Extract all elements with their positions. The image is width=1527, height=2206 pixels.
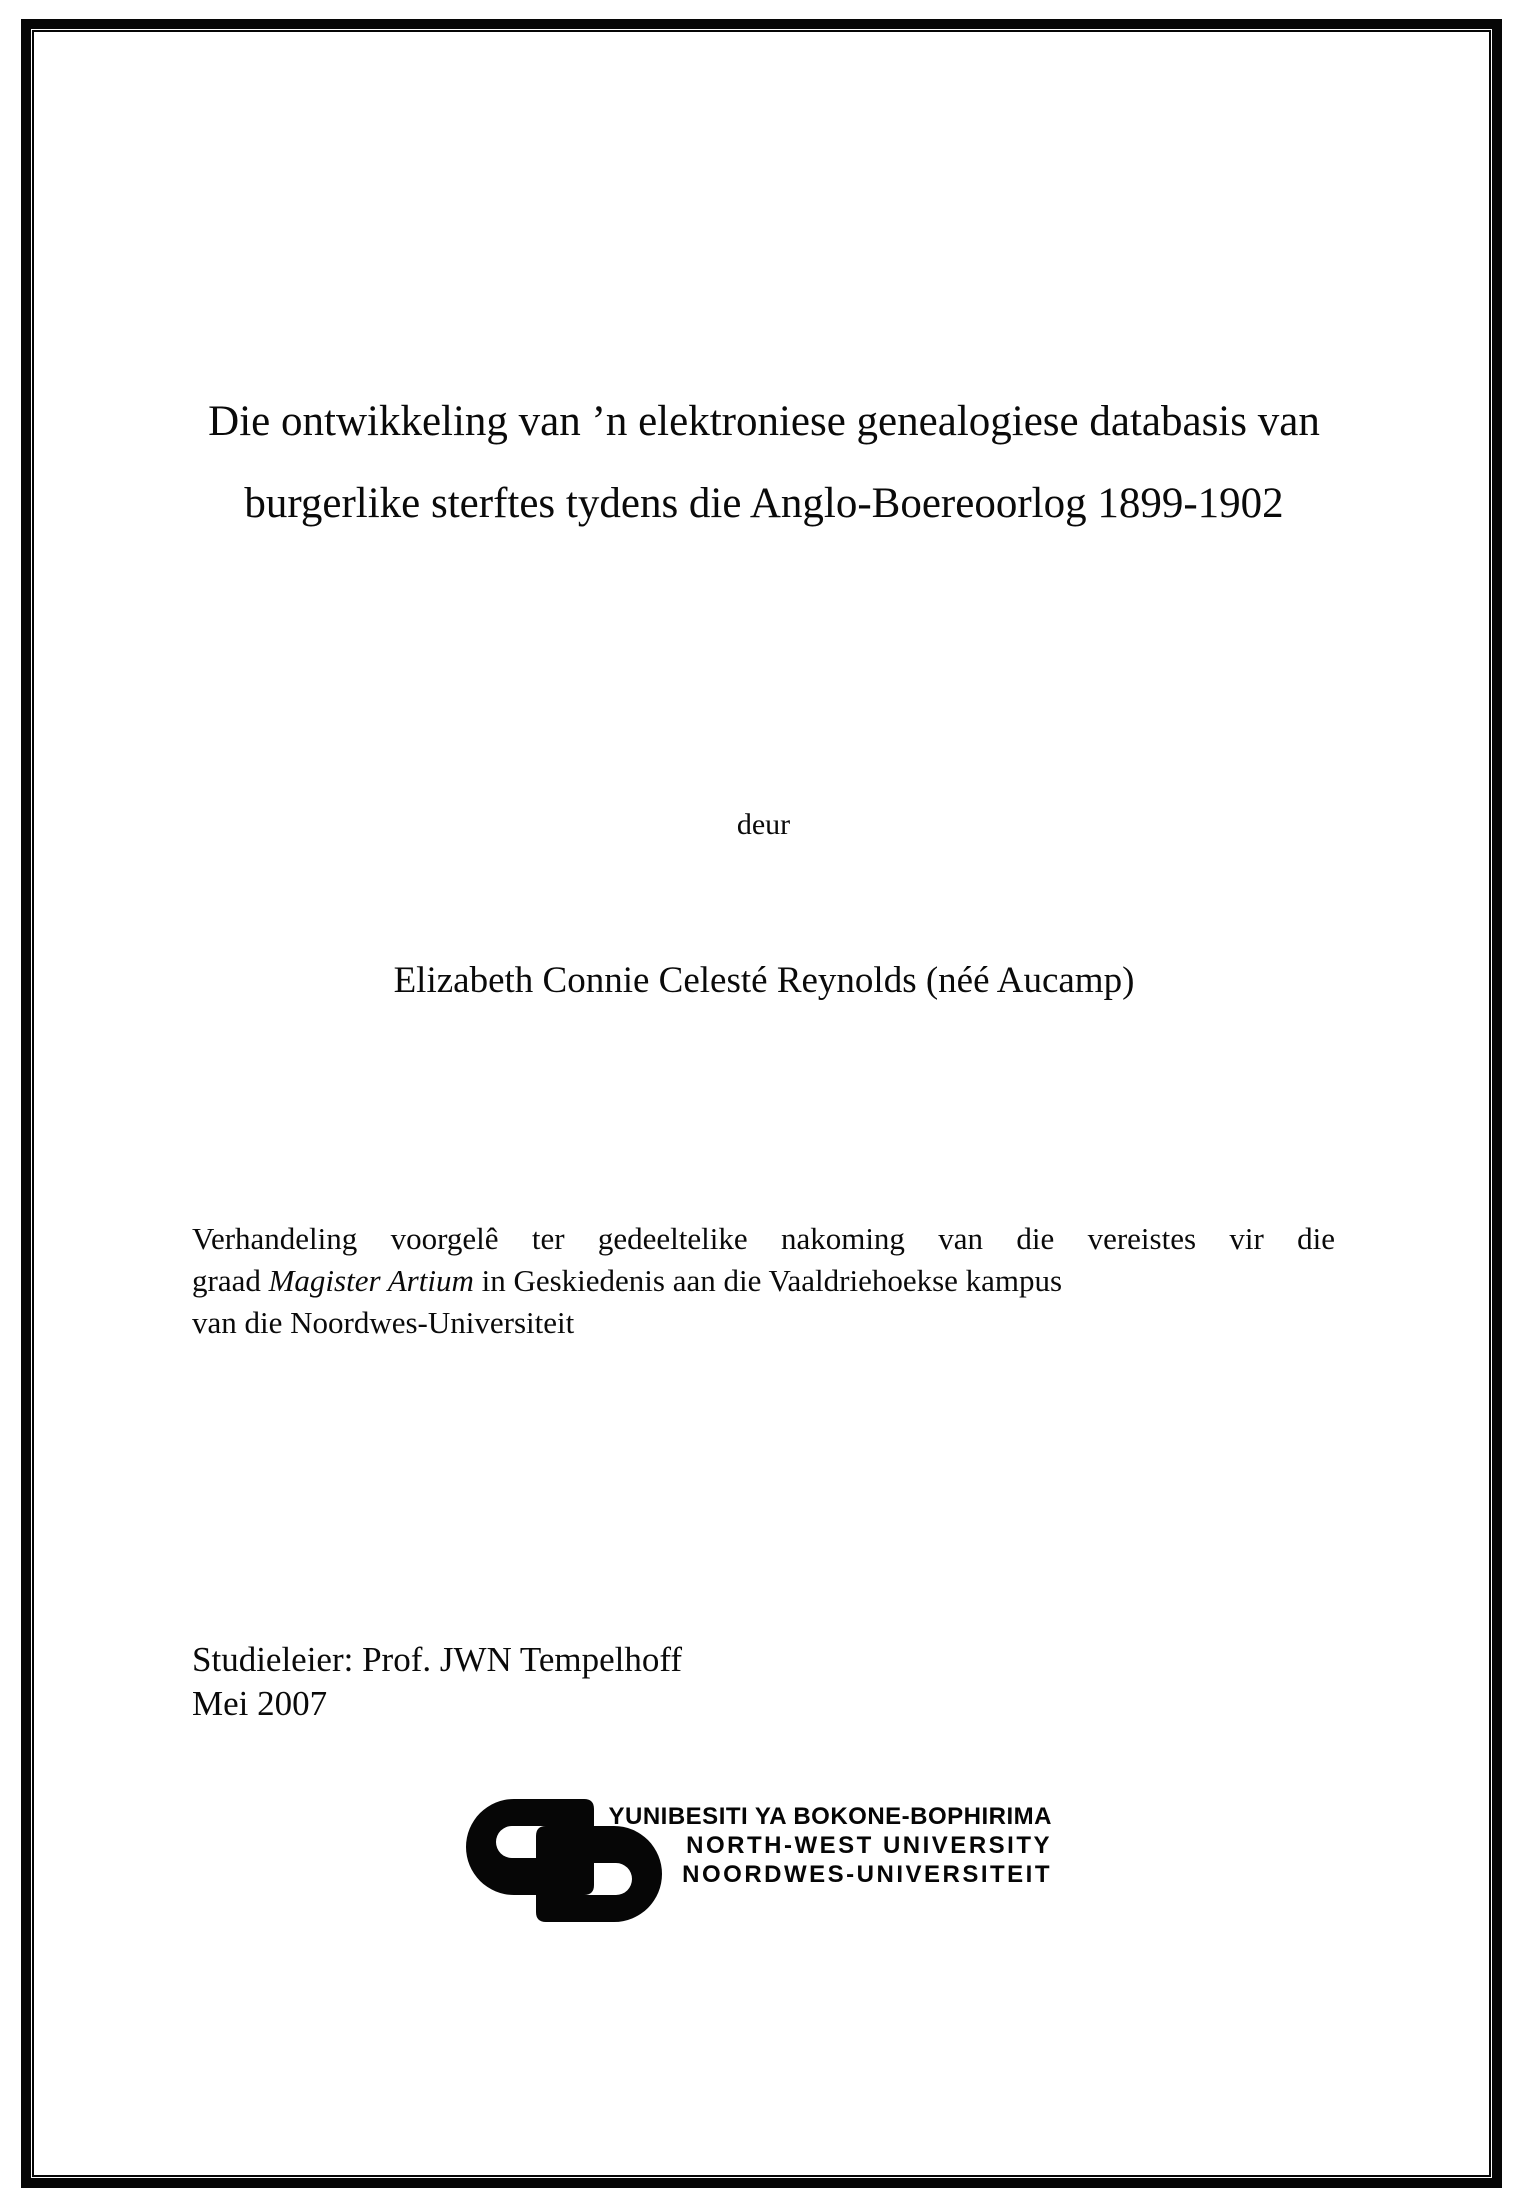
supervisor-and-date xyxy=(192,1638,682,1726)
university-name-setswana: YUNIBESITI YA BOKONE-BOPHIRIMA xyxy=(608,1803,1052,1830)
thesis-title-line2: burgerlike sterftes tydens die Anglo-Boereoorlog 1899-1902 xyxy=(244,480,1284,527)
thesis-title xyxy=(190,381,1338,545)
thesis-title-line1: Die ontwikkeling van ’n elektroniese genealogiese databasis van xyxy=(208,398,1320,445)
university-name-block xyxy=(609,1802,1053,1889)
byline-label: deur xyxy=(736,808,791,841)
submission-statement-line3: van die Noordwes-Universiteit xyxy=(192,1305,575,1340)
author-name: Elizabeth Connie Celesté Reynolds (néé Aucamp) xyxy=(393,960,1135,1001)
submission-statement xyxy=(192,1218,1335,1344)
submission-line2-prefix: graad xyxy=(192,1263,269,1298)
submission-statement-line1: Verhandeling voorgelê ter gedeeltelike nakoming van die vereistes vir die xyxy=(192,1221,1335,1256)
submission-statement-line2 xyxy=(192,1260,1335,1302)
submission-line2-suffix: in Geskiedenis aan die Vaaldriehoekse kampus xyxy=(473,1263,1063,1298)
supervisor-line: Studieleier: Prof. JWN Tempelhoff xyxy=(192,1640,683,1679)
degree-name-italic: Magister Artium xyxy=(268,1263,474,1298)
date-line: Mei 2007 xyxy=(192,1684,328,1723)
university-name-english: NORTH-WEST UNIVERSITY xyxy=(686,1832,1052,1859)
university-name-afrikaans: NOORDWES-UNIVERSITEIT xyxy=(682,1861,1052,1888)
